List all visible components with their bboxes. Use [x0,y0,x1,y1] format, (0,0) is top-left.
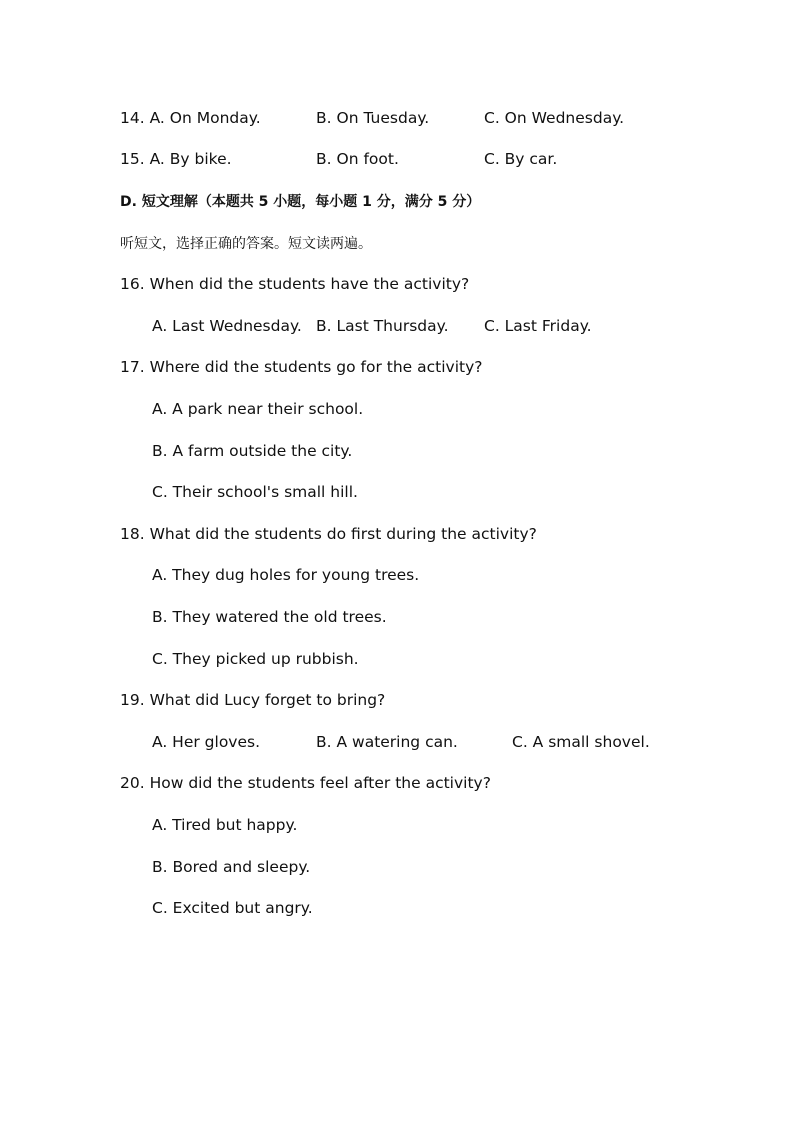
question-17-option-b: B. A farm outside the city. [152,442,353,460]
question-15-option-b: B. On foot. [316,150,399,168]
question-19-option-b: B. A watering can. [316,733,458,751]
question-16-option-c: C. Last Friday. [484,317,592,335]
question-18-option-a: A. They dug holes for young trees. [152,566,420,584]
question-17-option-c: C. Their school's small hill. [152,483,358,501]
question-19-stem: 19. What did Lucy forget to bring? [120,691,386,709]
question-19-option-c: C. A small shovel. [512,733,650,751]
question-17-option-a: A. A park near their school. [152,400,364,418]
question-16-stem: 16. When did the students have the activity? [120,275,470,293]
question-18-option-b: B. They watered the old trees. [152,608,387,626]
section-d-instruction: 听短文，选择正确的答案。短文读两遍。 [120,236,372,252]
question-20-option-b: B. Bored and sleepy. [152,858,311,876]
question-15-option-a: 15. A. By bike. [120,150,232,168]
question-17-stem: 17. Where did the students go for the activity? [120,358,483,376]
question-18-stem: 18. What did the students do first during the activity? [120,525,537,543]
question-14-option-a: 14. A. On Monday. [120,109,261,127]
question-18-option-c: C. They picked up rubbish. [152,650,359,668]
section-d-heading: D. 短文理解（本题共 5 小题，每小题 1 分，满分 5 分） [120,194,481,210]
question-14-option-b: B. On Tuesday. [316,109,430,127]
question-14-option-c: C. On Wednesday. [484,109,625,127]
question-20-stem: 20. How did the students feel after the activity? [120,774,491,792]
question-16-option-a: A. Last Wednesday. [152,317,302,335]
question-15-option-c: C. By car. [484,150,558,168]
question-16-option-b: B. Last Thursday. [316,317,449,335]
question-19-option-a: A. Her gloves. [152,733,261,751]
question-20-option-c: C. Excited but angry. [152,899,313,917]
question-20-option-a: A. Tired but happy. [152,816,298,834]
